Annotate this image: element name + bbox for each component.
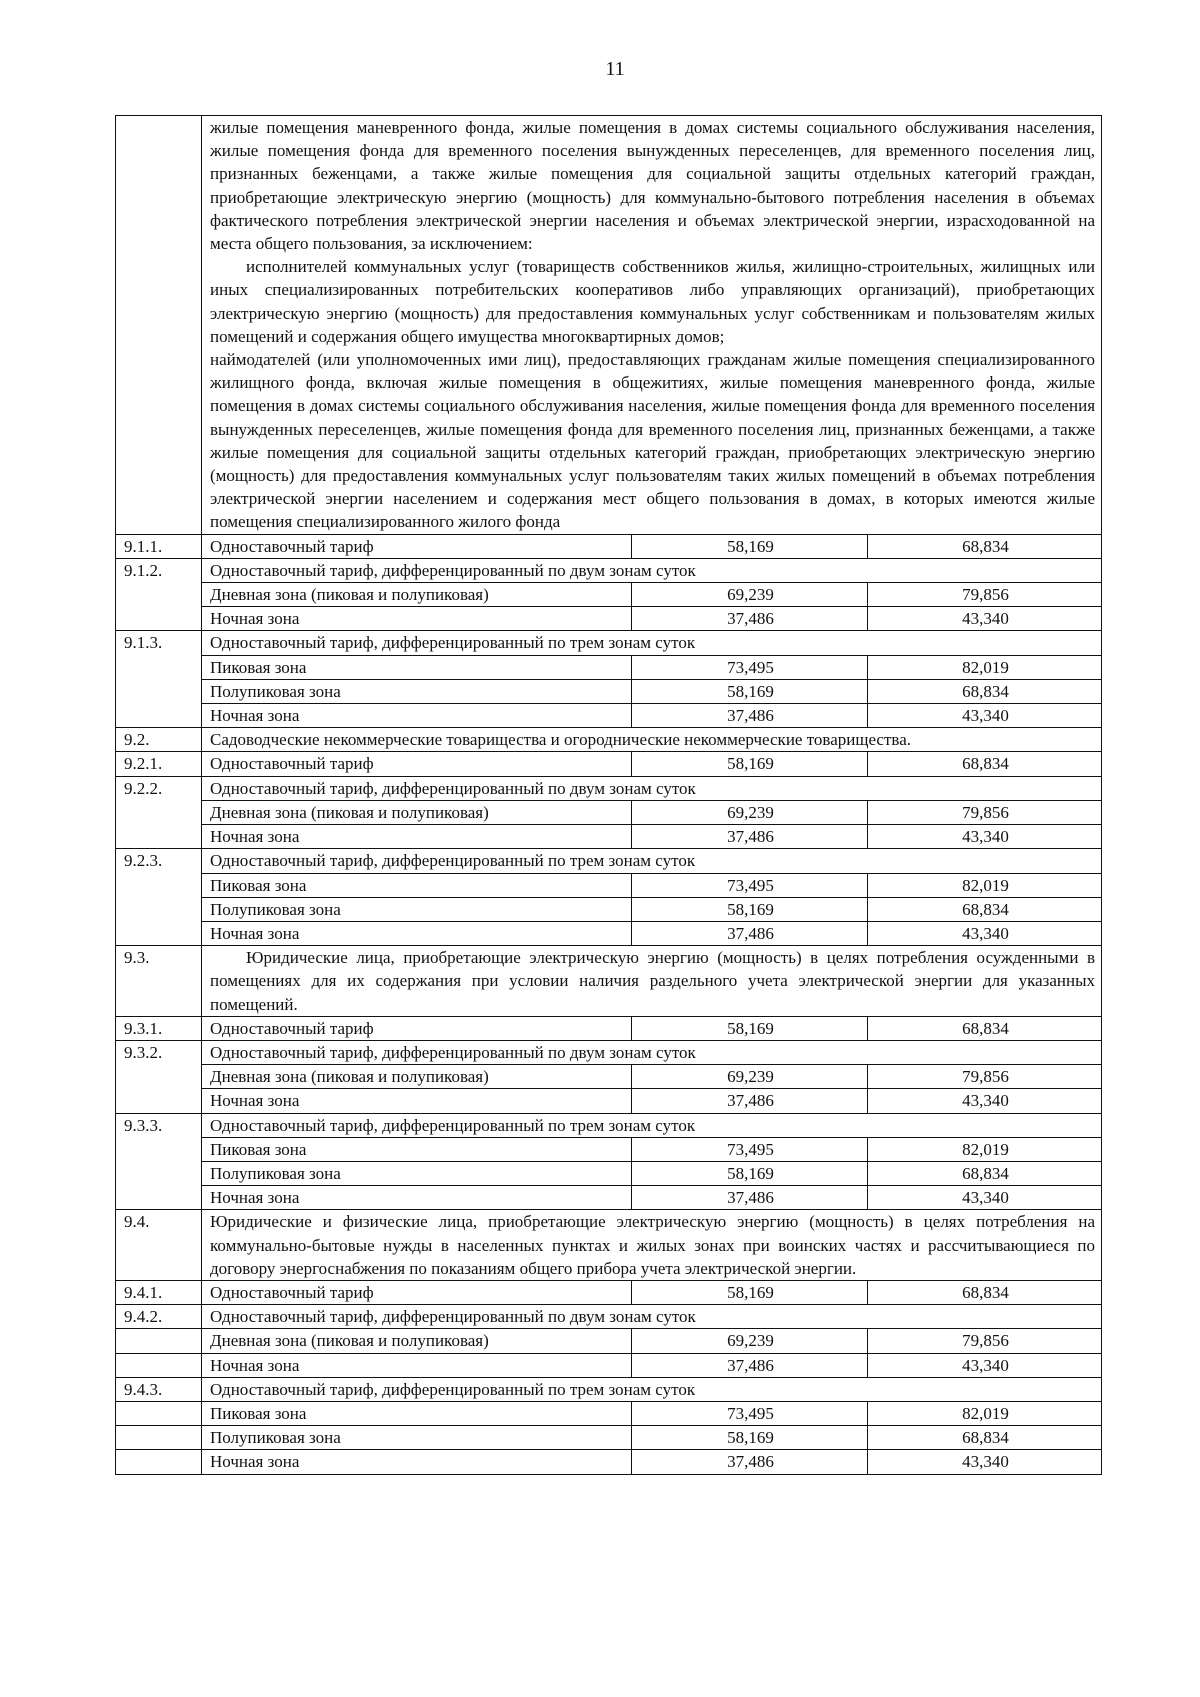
tariff-label: Одноставочный тариф xyxy=(202,1280,632,1304)
table-row xyxy=(116,825,1102,849)
tariff-value: 68,834 xyxy=(868,1016,1102,1040)
row-number: 9.3.3. xyxy=(116,1113,202,1210)
tariff-label: Одноставочный тариф xyxy=(202,752,632,776)
tariff-label: Ночная зона xyxy=(202,921,632,945)
row-number: 9.2.3. xyxy=(116,849,202,946)
tariff-label: Дневная зона (пиковая и полупиковая) xyxy=(202,1329,632,1353)
table-row xyxy=(116,1426,1102,1450)
tariff-label: Ночная зона xyxy=(202,1186,632,1210)
tariff-value: 58,169 xyxy=(632,1426,868,1450)
tariff-group-heading: Одноставочный тариф, дифференцированный по трем зонам суток xyxy=(202,631,1102,655)
tariff-label: Ночная зона xyxy=(202,825,632,849)
tariff-value: 79,856 xyxy=(868,583,1102,607)
row-number: 9.3.1. xyxy=(116,1016,202,1040)
tariff-value: 37,486 xyxy=(632,607,868,631)
row-number: 9.2. xyxy=(116,728,202,752)
tariff-label: Полупиковая зона xyxy=(202,1426,632,1450)
tariff-label: Дневная зона (пиковая и полупиковая) xyxy=(202,1065,632,1089)
tariff-value: 69,239 xyxy=(632,1329,868,1353)
table-row xyxy=(116,1377,1102,1401)
table-row xyxy=(116,704,1102,728)
tariff-value: 37,486 xyxy=(632,921,868,945)
tariff-value: 58,169 xyxy=(632,679,868,703)
tariff-label: Дневная зона (пиковая и полупиковая) xyxy=(202,583,632,607)
tariff-value: 58,169 xyxy=(632,534,868,558)
table-row xyxy=(116,679,1102,703)
tariff-value: 69,239 xyxy=(632,583,868,607)
table-row xyxy=(116,1016,1102,1040)
table-row xyxy=(116,849,1102,873)
tariff-value: 37,486 xyxy=(632,1089,868,1113)
category-title xyxy=(202,1210,1102,1281)
tariff-label: Дневная зона (пиковая и полупиковая) xyxy=(202,800,632,824)
tariff-group-heading: Одноставочный тариф, дифференцированный по трем зонам суток xyxy=(202,1113,1102,1137)
tariff-value: 37,486 xyxy=(632,1353,868,1377)
tariff-value: 82,019 xyxy=(868,1137,1102,1161)
tariff-value: 43,340 xyxy=(868,825,1102,849)
tariff-value: 43,340 xyxy=(868,1353,1102,1377)
tariff-label: Ночная зона xyxy=(202,607,632,631)
tariff-value: 79,856 xyxy=(868,1065,1102,1089)
row-number: 9.1.3. xyxy=(116,631,202,728)
table-row xyxy=(116,583,1102,607)
table-row xyxy=(116,655,1102,679)
tariff-value: 43,340 xyxy=(868,1186,1102,1210)
row-number-empty xyxy=(116,1426,202,1450)
table-row xyxy=(116,1161,1102,1185)
tariff-label: Одноставочный тариф xyxy=(202,1016,632,1040)
table-row xyxy=(116,558,1102,582)
table-row xyxy=(116,116,1102,535)
row-number-empty xyxy=(116,1401,202,1425)
tariff-label: Полупиковая зона xyxy=(202,1161,632,1185)
table-row xyxy=(116,1401,1102,1425)
intro-paragraph: жилые помещения маневренного фонда, жилые помещения в домах системы социального обслуживания населения, жилые помещения фонда для временного поселения вынужденных переселенцев, для временного поселения лиц, признанных беженцами, а также жилые помещения для социальной защиты отдельных категорий граждан, приобретающие электрическую энергию (мощность) для коммунально-бытового потребления населения в объемах фактического потребления электрической энергии населения и объемах электрической энергии, израсходованной на места общего пользования, за исключением: xyxy=(210,118,1096,254)
tariff-value: 82,019 xyxy=(868,655,1102,679)
table-row xyxy=(116,1186,1102,1210)
tariff-value: 58,169 xyxy=(632,1280,868,1304)
tariff-value: 43,340 xyxy=(868,607,1102,631)
tariff-label: Ночная зона xyxy=(202,1089,632,1113)
tariff-group-heading: Одноставочный тариф, дифференцированный по двум зонам суток xyxy=(202,558,1102,582)
intro-paragraph: наймодателей (или уполномоченных ими лиц), предоставляющих гражданам жилые помещения специализированного жилищного фонда, включая жилые помещения в общежитиях, жилые помещения маневренного фонда, жилые помещения в домах системы социального обслуживания населения, жилые помещения фонда для временного поселения вынужденных переселенцев, жилые помещения фонда для временного поселения лиц, признанных беженцами, а также жилые помещения для социальной защиты отдельных категорий граждан, приобретающих электрическую энергию (мощность) для предоставления коммунальных услуг пользователям таких жилых помещений в объемах потребления электрической энергии населением и содержания мест общего пользования в домах, в которых имеются жилые помещения специализированного жилого фонда xyxy=(210,350,1096,532)
category-title-text: Юридические и физические лица, приобретающие электрическую энергию (мощность) в целях потребления на коммунально-бытовые нужды в населенных пунктах и жилых зонах при воинских частях и рассчитывающиеся по договору энергоснабжения по показаниям общего прибора учета электрической энергии. xyxy=(210,1212,1096,1278)
row-number: 9.4. xyxy=(116,1210,202,1281)
category-title: Садоводческие некоммерческие товарищества и огороднические некоммерческие товарищества. xyxy=(202,728,1102,752)
tariff-value: 58,169 xyxy=(632,752,868,776)
tariff-value: 43,340 xyxy=(868,704,1102,728)
tariff-label: Пиковая зона xyxy=(202,1401,632,1425)
row-number: 9.3. xyxy=(116,946,202,1017)
tariff-value: 82,019 xyxy=(868,873,1102,897)
tariff-value: 37,486 xyxy=(632,1186,868,1210)
tariff-value: 68,834 xyxy=(868,752,1102,776)
tariff-group-heading: Одноставочный тариф, дифференцированный по трем зонам суток xyxy=(202,849,1102,873)
table-row xyxy=(116,921,1102,945)
category-description xyxy=(202,116,1102,535)
table-row xyxy=(116,1137,1102,1161)
table-row xyxy=(116,1040,1102,1064)
tariff-group-heading: Одноставочный тариф, дифференцированный по двум зонам суток xyxy=(202,776,1102,800)
table-row xyxy=(116,1329,1102,1353)
tariff-value: 68,834 xyxy=(868,534,1102,558)
tariff-value: 82,019 xyxy=(868,1401,1102,1425)
tariff-group-heading: Одноставочный тариф, дифференцированный по двум зонам суток xyxy=(202,1040,1102,1064)
table-row xyxy=(116,607,1102,631)
table-row xyxy=(116,1305,1102,1329)
row-number: 9.3.2. xyxy=(116,1040,202,1113)
tariff-group-heading: Одноставочный тариф, дифференцированный по двум зонам суток xyxy=(202,1305,1102,1329)
table-row xyxy=(116,946,1102,1017)
row-number: 9.1.2. xyxy=(116,558,202,631)
row-number-empty xyxy=(116,1353,202,1377)
tariff-label: Пиковая зона xyxy=(202,873,632,897)
tariff-value: 68,834 xyxy=(868,897,1102,921)
tariff-value: 43,340 xyxy=(868,921,1102,945)
tariff-value: 79,856 xyxy=(868,800,1102,824)
tariff-label: Ночная зона xyxy=(202,704,632,728)
tariff-value: 79,856 xyxy=(868,1329,1102,1353)
tariff-label: Ночная зона xyxy=(202,1353,632,1377)
table-row xyxy=(116,776,1102,800)
tariff-value: 73,495 xyxy=(632,873,868,897)
tariff-value: 68,834 xyxy=(868,679,1102,703)
table-row xyxy=(116,1113,1102,1137)
table-row xyxy=(116,1210,1102,1281)
row-number: 9.1.1. xyxy=(116,534,202,558)
tariff-value: 73,495 xyxy=(632,1401,868,1425)
table-row xyxy=(116,1353,1102,1377)
table-row xyxy=(116,728,1102,752)
tariff-value: 69,239 xyxy=(632,1065,868,1089)
row-number: 9.4.3. xyxy=(116,1377,202,1401)
table-row xyxy=(116,873,1102,897)
table-row xyxy=(116,1089,1102,1113)
intro-paragraph: исполнителей коммунальных услуг (товариществ собственников жилья, жилищно-строительных, жилищных или иных специализированных потребительских кооперативов либо управляющих организаций), приобретающих электрическую энергию (мощность) для предоставления коммунальных услуг собственникам и пользователям жилых помещений и содержания общего имущества многоквартирных домов; xyxy=(210,257,1096,346)
page-number: 11 xyxy=(605,58,625,80)
table-row xyxy=(116,897,1102,921)
tariff-table xyxy=(115,115,1102,1475)
tariff-value: 68,834 xyxy=(868,1426,1102,1450)
table-row xyxy=(116,800,1102,824)
tariff-value: 58,169 xyxy=(632,897,868,921)
row-number: 9.2.1. xyxy=(116,752,202,776)
tariff-value: 73,495 xyxy=(632,1137,868,1161)
tariff-value: 69,239 xyxy=(632,800,868,824)
table-row xyxy=(116,1280,1102,1304)
table-row xyxy=(116,631,1102,655)
table-row xyxy=(116,752,1102,776)
tariff-value: 68,834 xyxy=(868,1161,1102,1185)
row-number-empty xyxy=(116,116,202,535)
row-number: 9.4.2. xyxy=(116,1305,202,1329)
tariff-value: 43,340 xyxy=(868,1450,1102,1474)
tariff-value: 37,486 xyxy=(632,1450,868,1474)
tariff-value: 73,495 xyxy=(632,655,868,679)
row-number: 9.2.2. xyxy=(116,776,202,849)
tariff-value: 43,340 xyxy=(868,1089,1102,1113)
row-number-empty xyxy=(116,1329,202,1353)
tariff-label: Пиковая зона xyxy=(202,1137,632,1161)
tariff-group-heading: Одноставочный тариф, дифференцированный по трем зонам суток xyxy=(202,1377,1102,1401)
table-row xyxy=(116,1065,1102,1089)
table-row xyxy=(116,534,1102,558)
tariff-label: Полупиковая зона xyxy=(202,897,632,921)
tariff-label: Пиковая зона xyxy=(202,655,632,679)
tariff-value: 58,169 xyxy=(632,1161,868,1185)
tariff-value: 68,834 xyxy=(868,1280,1102,1304)
tariff-label: Полупиковая зона xyxy=(202,679,632,703)
table-row xyxy=(116,1450,1102,1474)
tariff-label: Одноставочный тариф xyxy=(202,534,632,558)
tariff-label: Ночная зона xyxy=(202,1450,632,1474)
tariff-value: 37,486 xyxy=(632,825,868,849)
tariff-value: 37,486 xyxy=(632,704,868,728)
row-number: 9.4.1. xyxy=(116,1280,202,1304)
row-number-empty xyxy=(116,1450,202,1474)
category-title xyxy=(202,946,1102,1017)
category-title-text: Юридические лица, приобретающие электрическую энергию (мощность) в целях потребления осужденными в помещениях для их содержания при условии наличия раздельного учета электрической энергии для указанных помещений. xyxy=(210,948,1096,1014)
tariff-value: 58,169 xyxy=(632,1016,868,1040)
